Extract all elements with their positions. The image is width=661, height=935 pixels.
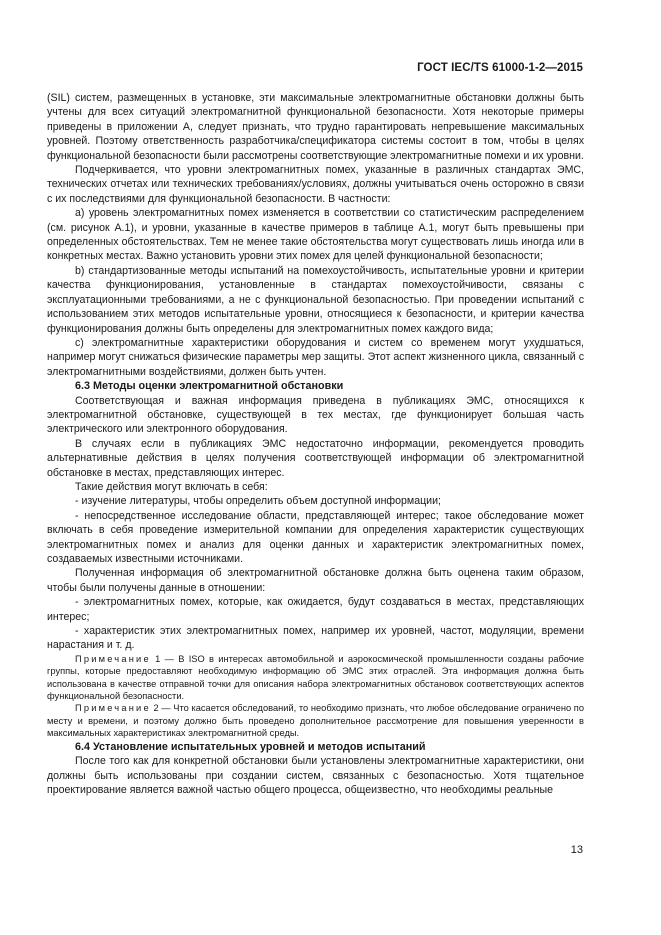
list-item: b) стандартизованные методы испытаний на помехоустойчивость, испытательные уровни и критерии качества функционирования, установленные в стандартах помехоустойчивости, связаны с эксплуатационными требованиями, а не с функциональной безопасностью. При проведении испытаний с использованием этих методов испытательные уровни, относящиеся к безопасности, и критерии качества функционирования должны быть определены для электромагнитных помех каждого вида; [47,264,584,335]
list-item: c) электромагнитные характеристики оборудования и систем со временем могут ухудшаться, например могут снижаться физические параметры мер защиты. Этот аспект жизненного цикла, связанный с электромагнитными воздействиями, должен быть учтен. [47,336,584,378]
section-heading-6-3: 6.3 Методы оценки электромагнитной обстановки [75,380,344,393]
paragraph: Такие действия могут включать в себя: [75,480,268,493]
paragraph: (SIL) систем, размещенных в установке, эти максимальные электромагнитные обстановки должны быть учтены для всех ситуаций электромагнитной функциональной безопасности. Хотя некоторые примеры приведены в приложении А, следует признать, что трудно гарантировать непревышение максимальных уровней. Поэтому ответственность разработчика/спецификатора системы состоит в том, чтобы в целях функциональной безопасности были рассмотрены соответствующие электромагнитные помехи и их уровни. [47,92,584,162]
paragraph: В случаях если в публикациях ЭМС недостаточно информации, рекомендуется проводить альтернативные действия в целях получения соответствующей информации об электромагнитной обстановке в местах, представляющих интерес. [47,437,584,479]
paragraph: После того как для конкретной обстановки были установлены электромагнитные характеристики, они должны быть использованы при создании систем, связанных с безопасностью. Хотя тщательное проектирование является важной частью общего процесса, общеизвестно, что необходимы реальные [47,755,584,796]
list-item: - изучение литературы, чтобы определить объем доступной информации; [75,495,441,508]
list-item: - непосредственное исследование области, представляющей интерес; такое обследование может включать в себя проведение измерительной компании для определения характеристик существующих электромагнитных помех и анализ для оценки данных и характеристик электромагнитных помех, создаваемых известными источниками. [47,509,584,565]
paragraph: Подчеркивается, что уровни электромагнитных помех, указанные в различных стандартах ЭМС, технических отчетах или технических требованиях/условиях, должны учитываться очень осторожно в связи с их последствиями для функциональной безопасности. В частности: [47,164,584,205]
list-item: - электромагнитных помех, которые, как ожидается, будут создаваться в местах, представляющих интерес; [47,596,584,623]
list-item: а) уровень электромагнитных помех изменяется в соответствии со статистическим распределением (см. рисунок А.1), и уровни, указанные в качестве примеров в таблице А.1, могут быть превышены при определенных обстоятельствах. Тем не менее такие обстоятельства могут существовать лишь иногда или в конкретных местах. Важно установить уровни этих помех для целей функциональной безопасности; [47,207,584,263]
note-2 [47,702,584,739]
note-label: Примечание [75,653,151,664]
note-text: 2 — Что касается обследований, то необходимо признать, что любое обследование ограничено по месту и времени, и поэтому должно быть проведено дополнительное рассмотрение для повышения уверенности в максимальных характеристиках электромагнитной среды. [47,703,584,739]
page-number: 13 [570,844,583,856]
note-text: 1 — В ISO в интересах автомобильной и аэрокосмической промышленности созданы рабочие группы, которые предоставляют необходимую информацию об ЭМС этих отраслей. Эта информация должна быть использована в качестве отправной точки для описания набора электромагнитных обстановок соответствующих аспектов функциональной безопасности. [47,653,584,702]
section-heading-6-4: 6.4 Установление испытательных уровней и методов испытаний [75,740,426,753]
paragraph: Соответствующая и важная информация приведена в публикациях ЭМС, относящихся к электромагнитной обстановке, существующей в тех местах, где функционирует большая часть электрического или электронного оборудования. [47,394,584,436]
note-1 [47,653,584,703]
paragraph: Полученная информация об электромагнитной обстановке должна быть оценена таким образом, чтобы были получены данные в отношении: [47,567,584,594]
page-body [47,91,584,797]
document-header: ГОСТ IEC/TS 61000-1-2—2015 [417,62,583,74]
note-label: Примечание [75,703,151,714]
list-item: - характеристик этих электромагнитных помех, например их уровней, частот, модуляции, времени нарастания и т. д. [47,625,584,652]
